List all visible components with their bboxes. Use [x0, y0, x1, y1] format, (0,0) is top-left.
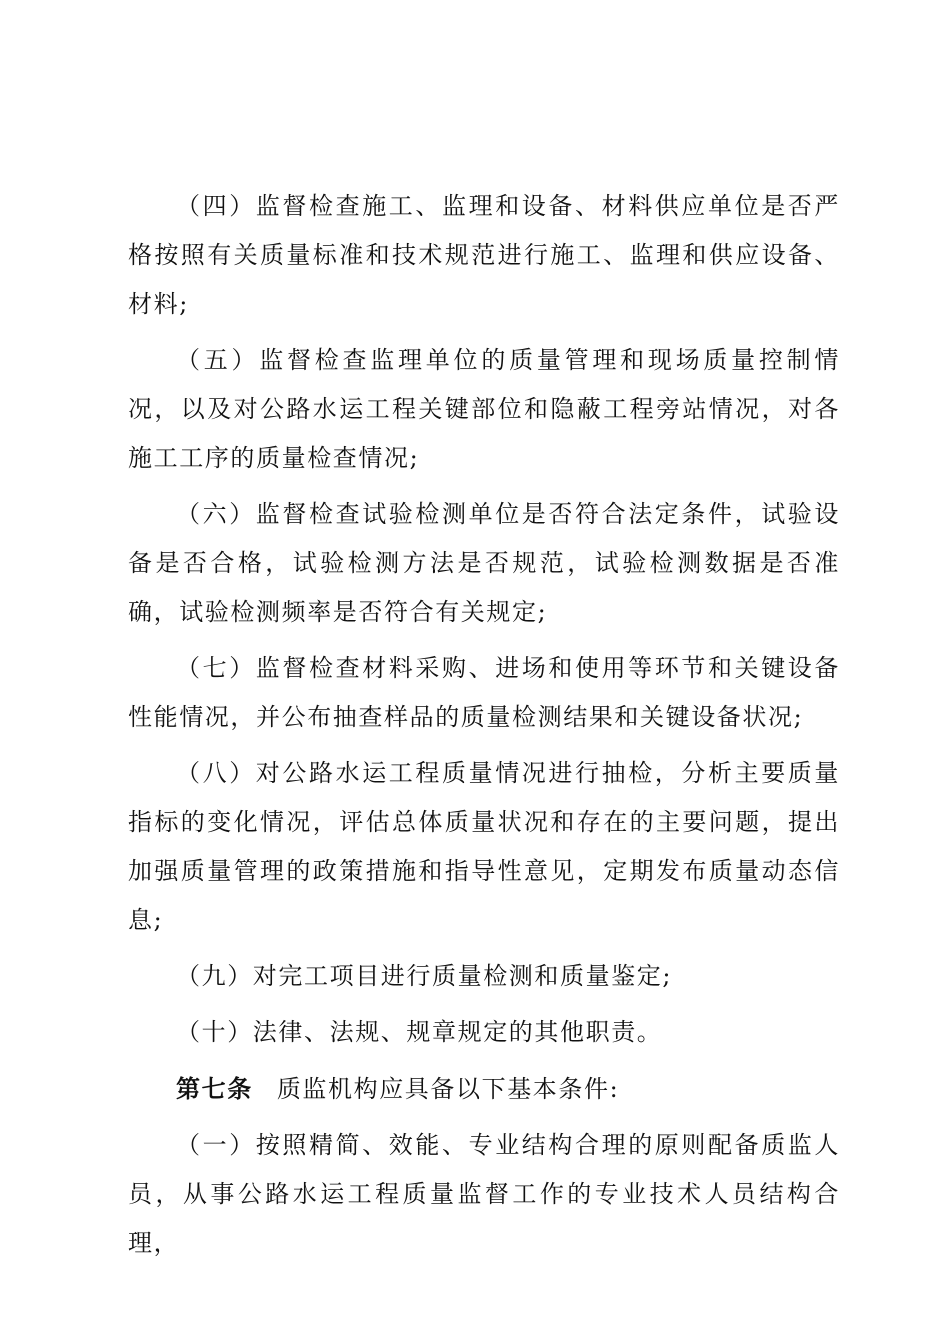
paragraph-item-8: （八）对公路水运工程质量情况进行抽检，分析主要质量指标的变化情况，评估总体质量状况和存在的主要问题，提出加强质量管理的政策措施和指导性意见，定期发布质量动态信息; — [128, 759, 840, 934]
paragraph-item-7: （七）监督检查材料采购、进场和使用等环节和关键设备性能情况，并公布抽查样品的质量检测结果和关键设备状况; — [128, 654, 840, 731]
document-body — [128, 182, 840, 1275]
paragraph-item-4: （四）监督检查施工、监理和设备、材料供应单位是否严格按照有关质量标准和技术规范进行施工、监理和供应设备、材料; — [128, 192, 840, 318]
paragraph-item-10: （十）法律、法规、规章规定的其他职责。 — [176, 1018, 663, 1046]
article-7-text: 质监机构应具备以下基本条件: — [276, 1075, 620, 1103]
paragraph-item-9: （九）对完工项目进行质量检测和质量鉴定; — [176, 962, 673, 990]
paragraph-item-5: （五）监督检查监理单位的质量管理和现场质量控制情况，以及对公路水运工程关键部位和隐蔽工程旁站情况，对各施工工序的质量检查情况; — [128, 346, 840, 472]
article-7-paragraph — [128, 1064, 840, 1114]
article-7-number: 第七条 — [176, 1074, 253, 1103]
paragraph-item-6: （六）监督检查试验检测单位是否符合法定条件，试验设备是否合格，试验检测方法是否规范，试验检测数据是否准确，试验检测频率是否符合有关规定; — [128, 500, 840, 626]
article-7-item-1: （一）按照精简、效能、专业结构合理的原则配备质监人员，从事公路水运工程质量监督工作的专业技术人员结构合理， — [128, 1131, 840, 1257]
